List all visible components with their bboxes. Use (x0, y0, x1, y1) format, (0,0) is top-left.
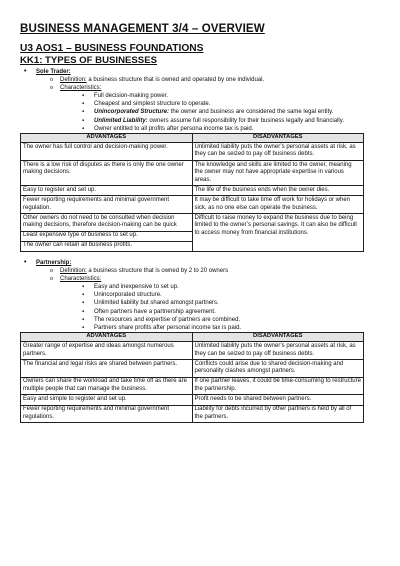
table-row (21, 405, 364, 423)
advantage-cell: Owners can share the workload and take time off as there are multiple people that can manage the business. (21, 377, 193, 395)
disadvantage-cell: Conflicts could arise due to shared decision-making and personality clashes amongst partners. (192, 360, 364, 378)
disadvantage-cell: Difficult to raise money to expand the business due to being limited to the owner’s personal savings. It can also be difficult to access money from financial institutions. (192, 214, 364, 252)
table-row (21, 161, 364, 186)
partnership-definition (8, 267, 392, 275)
document-title: BUSINESS MANAGEMENT 3/4 – OVERVIEW (20, 22, 265, 35)
sole-trader-definition (8, 76, 392, 84)
advantage-cell: Fewer reporting requirements and minimal government regulations. (21, 405, 193, 423)
disadvantage-cell: Unlimited liability puts the owner’s personal assets at risk, as they can be seized to pay off business debts. (192, 342, 364, 360)
characteristic-item: ▪ Unincorporated Structure: the owner and business are considered the same legal entity. (8, 108, 392, 116)
table-row (21, 143, 364, 161)
advantage-cell: The owner can retain all business profits. (21, 241, 193, 251)
sole-trader-heading: • Sole Trader: (8, 68, 392, 76)
advantage-cell: Greater range of expertise and ideas amongst numerous partners. (21, 342, 193, 360)
advantages-header: ADVANTAGES (21, 332, 193, 342)
table-row (21, 395, 364, 405)
characteristic-item: ▪ Unlimited Liability: owners assume full responsibility for their business legally and financially. (8, 117, 392, 125)
characteristic-item: ▪ Easy and inexpensive to set up. (8, 283, 392, 291)
table-row (21, 196, 364, 214)
advantage-cell: Fewer reporting requirements and minimal government regulation. (21, 196, 193, 214)
disadvantage-cell: The life of the business ends when the owner dies. (192, 186, 364, 196)
disadvantages-header: DISADVANTAGES (192, 332, 364, 342)
advantage-cell: Easy and simple to register and set up. (21, 395, 193, 405)
table-row (21, 186, 364, 196)
sole-trader-table (20, 133, 364, 252)
advantage-cell: Easy to register and set up. (21, 186, 193, 196)
characteristic-item: ▪ Partners share profits after personal income tax is paid. (8, 324, 392, 332)
partnership-characteristics-label: o Characteristics: (8, 275, 392, 283)
characteristic-item: ▪ Unincorporated structure. (8, 291, 392, 299)
disadvantages-header: DISADVANTAGES (192, 133, 364, 143)
sole-trader-characteristics-label: o Characteristics: (8, 84, 392, 92)
sole-trader-section (8, 68, 392, 252)
definition-text: a business structure that is owned and operated by one individual. (86, 77, 265, 84)
table-row (21, 377, 364, 395)
table-row (21, 214, 364, 232)
disadvantage-cell: Unlimited liability puts the owner’s personal assets at risk, as they can be seized to pay off business debts. (192, 143, 364, 161)
characteristic-item: ▪ Full decision-making power. (8, 92, 392, 100)
partnership-section (8, 259, 392, 423)
partnership-heading: • Partnership: (8, 259, 392, 267)
partnership-table (20, 332, 364, 423)
definition-label: Definition: (60, 77, 87, 84)
disadvantage-cell: If one partner leaves, it could be time-consuming to restructure the partnership. (192, 377, 364, 395)
characteristic-item: ▪ Often partners have a partnership agreement. (8, 308, 392, 316)
characteristic-item: ▪ Unlimited liability but shared amongst partners. (8, 299, 392, 307)
characteristic-item: ▪ The resources and expertise of partners are combined. (8, 316, 392, 324)
disadvantage-cell: Profit needs to be shared between partners. (192, 395, 364, 405)
unit-heading: U3 AOS1 – BUSINESS FOUNDATIONS (20, 43, 204, 54)
disadvantage-cell: It may be difficult to take time off work for holidays or when sick, as no one else can operate the business. (192, 196, 364, 214)
key-knowledge-heading: KK1: TYPES OF BUSINESSES (20, 55, 158, 66)
advantage-cell: Other owners do not need to be consulted when decision making decisions, therefore decision-making can be quick (21, 214, 193, 232)
characteristic-item: ▪ Cheapest and simplest structure to operate. (8, 100, 392, 108)
disadvantage-cell: Liability for debts incurred by other partners is held by all of the partners. (192, 405, 364, 423)
advantages-header: ADVANTAGES (21, 133, 193, 143)
advantage-cell: The financial and legal risks are shared between partners. (21, 360, 193, 378)
table-row (21, 360, 364, 378)
definition-text: a business structure that is owned by 2 to 20 owners (86, 268, 229, 275)
characteristic-item: ▪ Owner entitled to all profits after persona income tax is paid. (8, 125, 392, 133)
document-page (8, 0, 392, 423)
definition-label: Definition: (60, 268, 87, 275)
advantage-cell: There is a low risk of disputes as there is only the one owner making decisions. (21, 161, 193, 186)
advantage-cell: The owner has full control and decision-making power. (21, 143, 193, 161)
disadvantage-cell: The knowledge and skills are limited to the owner, meaning the owner may not have appropriate expertise in various areas. (192, 161, 364, 186)
advantage-cell: Least expensive type of business to set up. (21, 231, 193, 241)
table-row (21, 342, 364, 360)
